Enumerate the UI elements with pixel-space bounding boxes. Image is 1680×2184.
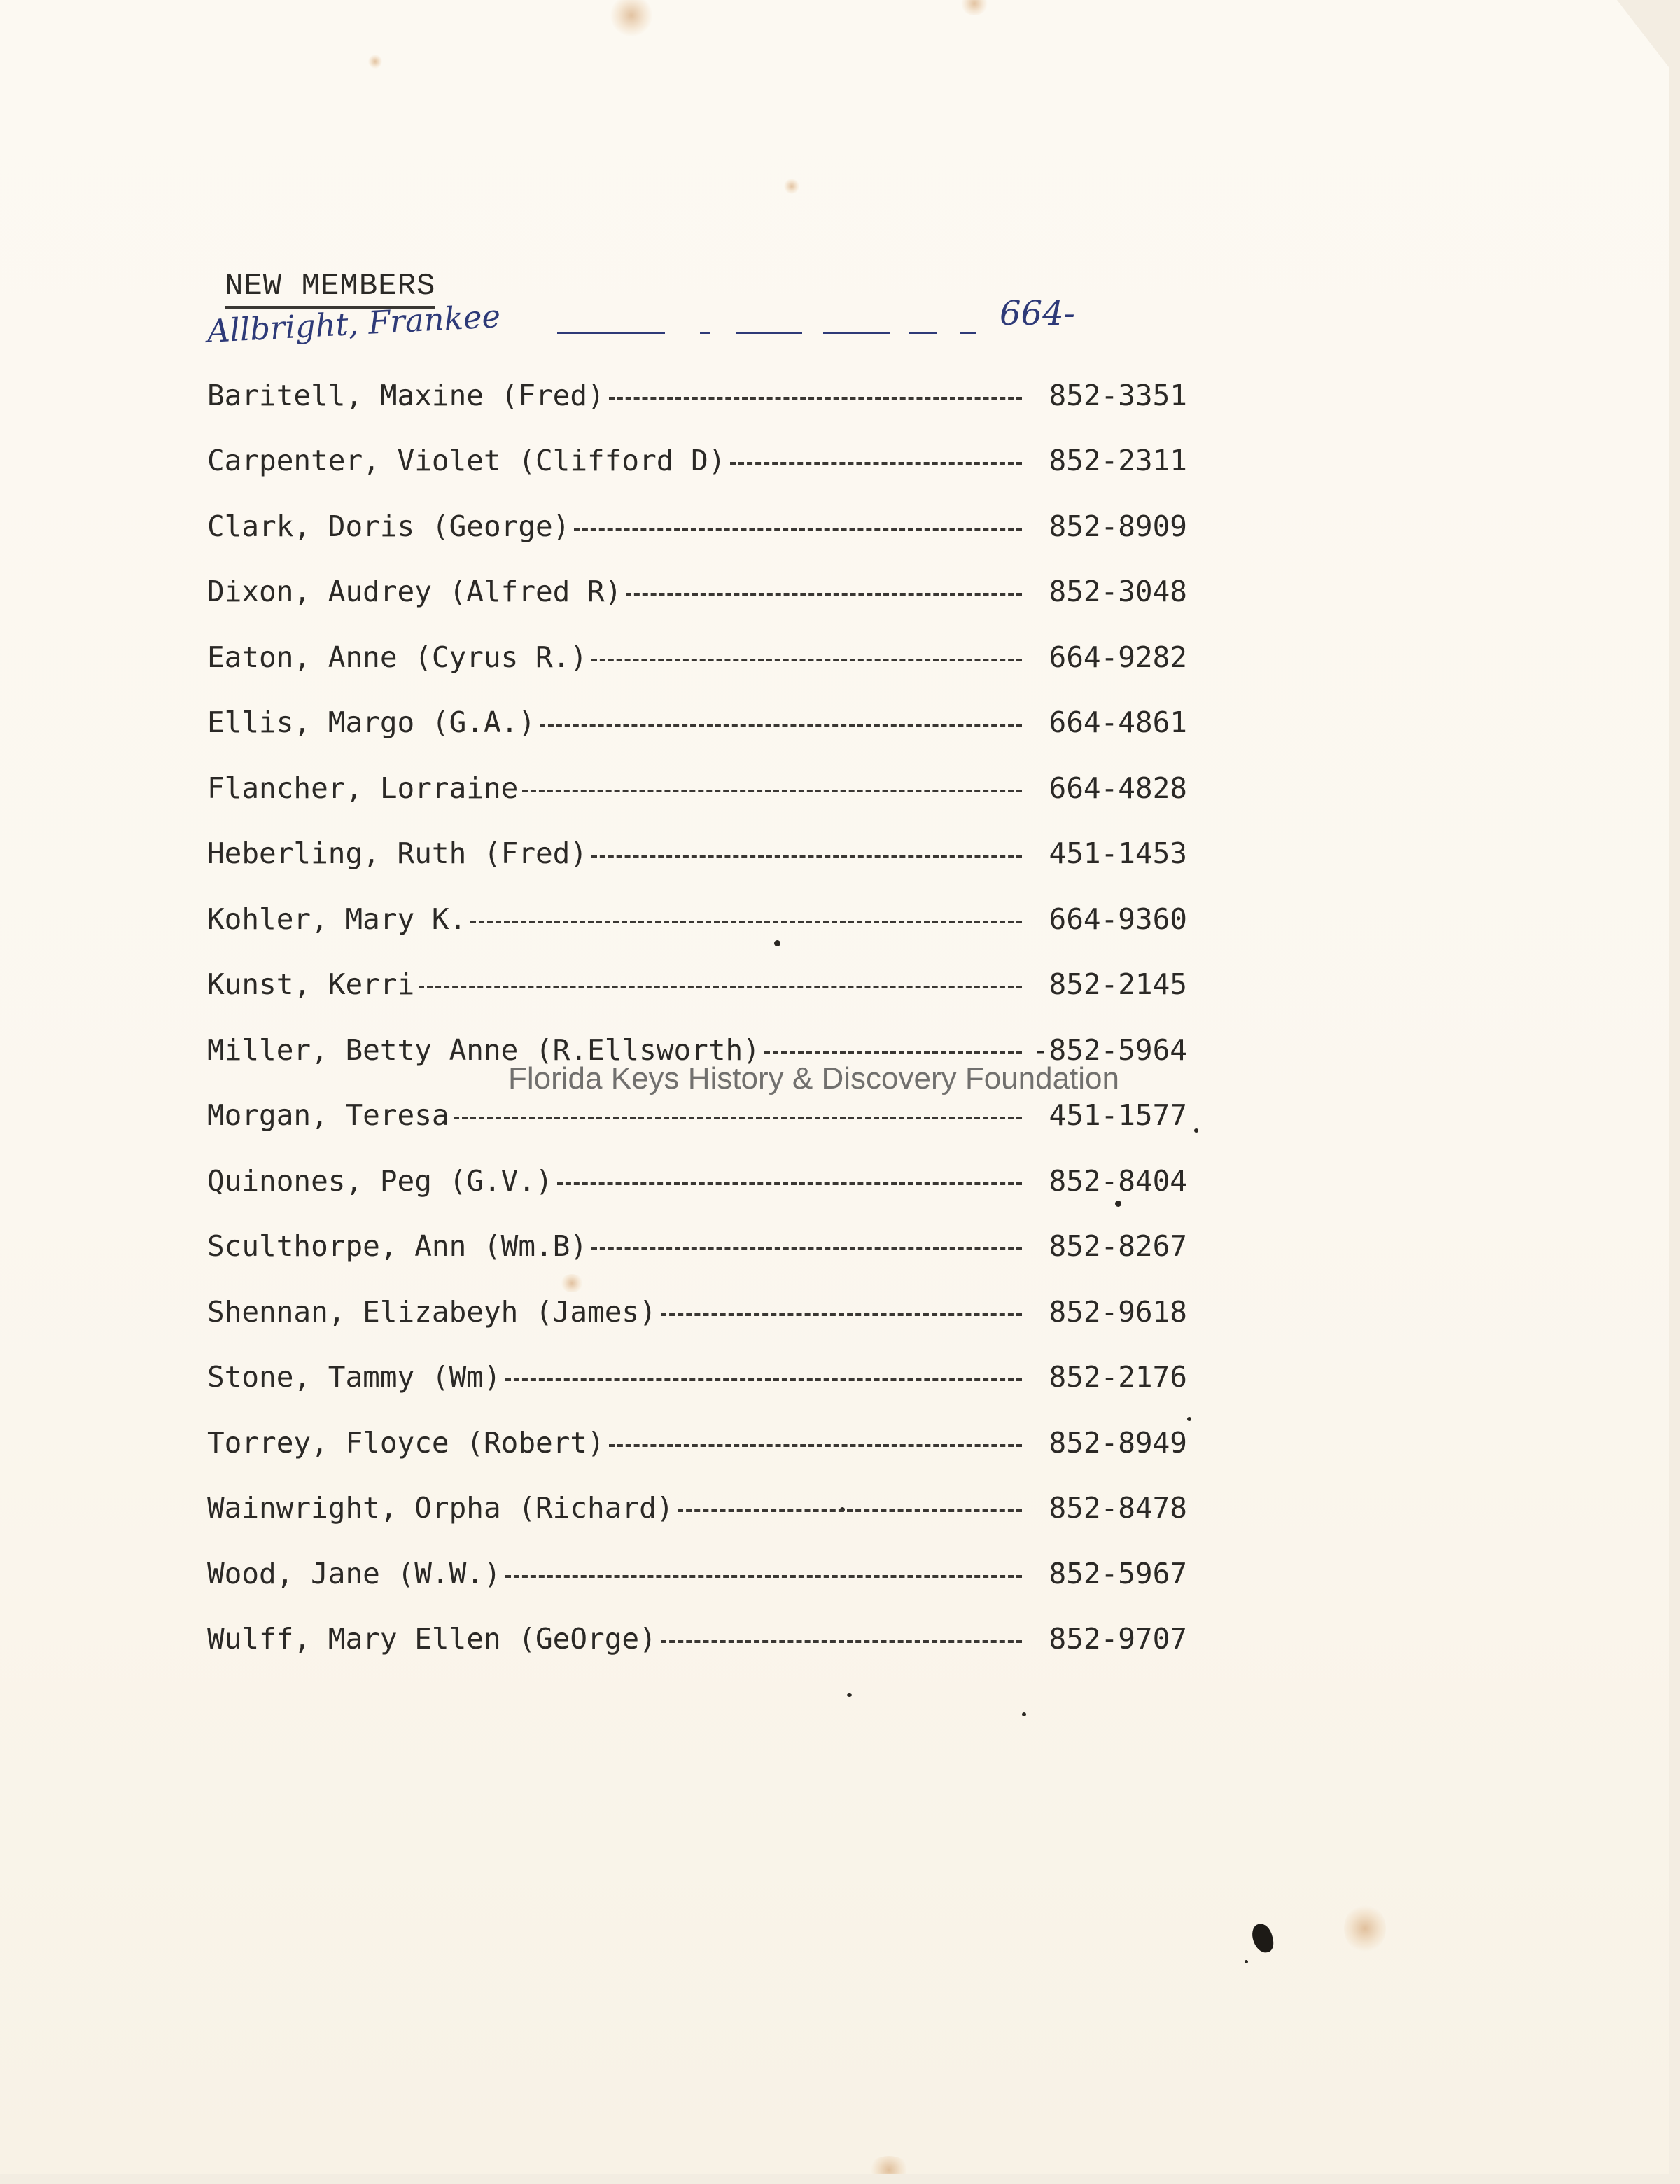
member-phone: 852-2311: [1049, 444, 1187, 478]
stain: [1344, 1904, 1386, 1953]
dot-leader: [574, 528, 1022, 531]
member-row: [207, 952, 1187, 1018]
member-name: Kohler, Mary K.: [207, 902, 467, 936]
handwritten-entry-phone: 664-: [1000, 294, 1075, 333]
member-phone: 664-4828: [1049, 771, 1187, 805]
member-phone: 852-8478: [1049, 1491, 1187, 1525]
ink-speck: [847, 1693, 852, 1697]
dot-leader: [764, 1051, 1022, 1054]
dot-leader: [505, 1378, 1022, 1381]
member-phone: 852-9707: [1049, 1622, 1187, 1656]
dot-leader: [626, 593, 1022, 596]
member-name: Wainwright, Orpha (Richard): [207, 1491, 674, 1525]
ink-blot: [1250, 1922, 1275, 1955]
member-row: [207, 1345, 1187, 1410]
member-phone: 451-1453: [1049, 836, 1187, 871]
ink-speck: [1187, 1417, 1191, 1421]
dot-leader: [592, 1247, 1022, 1250]
dot-leader: [540, 724, 1022, 727]
member-row: [207, 1410, 1187, 1476]
handwritten-entry-name: Allbright, Frankee: [206, 298, 502, 350]
member-phone: 664-9282: [1049, 640, 1187, 674]
member-name: Clark, Doris (George): [207, 509, 570, 543]
member-phone: 852-8909: [1049, 509, 1187, 543]
handwritten-dash: [700, 332, 710, 334]
member-phone: 852-5967: [1049, 1556, 1187, 1590]
member-name: Baritell, Maxine (Fred): [207, 378, 605, 412]
member-name: Ellis, Margo (G.A.): [207, 706, 536, 740]
member-row: [207, 428, 1187, 494]
stain: [368, 55, 382, 69]
member-row: [207, 1279, 1187, 1345]
member-row: [207, 1606, 1187, 1672]
member-name: Flancher, Lorraine: [207, 771, 519, 805]
dot-leader: [609, 1444, 1022, 1447]
member-name: Shennan, Elizabeyh (James): [207, 1294, 657, 1329]
member-name: Dixon, Audrey (Alfred R): [207, 575, 622, 609]
dot-leader: [661, 1313, 1022, 1316]
member-phone: 852-3351: [1049, 378, 1187, 412]
member-row: [207, 1541, 1187, 1606]
member-name: Kunst, Kerri: [207, 967, 415, 1002]
member-phone: 852-3048: [1049, 575, 1187, 609]
member-name: Wulff, Mary Ellen (GeOrge): [207, 1622, 657, 1656]
member-name: Sculthorpe, Ann (Wm.B): [207, 1229, 588, 1264]
member-name: Eaton, Anne (Cyrus R.): [207, 640, 588, 674]
member-phone: 852-9618: [1049, 1294, 1187, 1329]
member-name: Stone, Tammy (Wm): [207, 1360, 501, 1394]
member-phone: 664-4861: [1049, 706, 1187, 740]
member-row: [207, 493, 1187, 559]
dot-leader: [661, 1640, 1022, 1643]
dot-leader: [678, 1509, 1022, 1512]
stain: [960, 0, 988, 15]
member-phone: 451-1577: [1049, 1098, 1187, 1133]
dot-leader: [557, 1182, 1022, 1185]
member-row: [207, 821, 1187, 887]
handwritten-dash: [736, 332, 802, 334]
handwritten-dash: [823, 332, 890, 334]
member-name: Quinones, Peg (G.V.): [207, 1163, 553, 1198]
member-name: Torrey, Floyce (Robert): [207, 1425, 605, 1460]
dot-leader: [419, 986, 1022, 988]
member-phone: 852-8404: [1049, 1163, 1187, 1198]
member-phone: -852-5964: [1031, 1032, 1187, 1067]
member-row: [207, 559, 1187, 625]
handwritten-dash: [960, 332, 976, 334]
ink-speck: [1022, 1712, 1026, 1716]
member-phone: 852-2145: [1049, 967, 1187, 1002]
member-row: [207, 1214, 1187, 1280]
dot-leader: [592, 659, 1022, 662]
member-row: [207, 1148, 1187, 1214]
member-row: [207, 755, 1187, 821]
dot-leader: [730, 462, 1022, 465]
ink-speck: [1245, 1960, 1248, 1963]
ink-speck: [1194, 1128, 1198, 1133]
member-name: Morgan, Teresa: [207, 1098, 449, 1133]
dot-leader: [470, 920, 1022, 923]
dot-leader: [454, 1116, 1022, 1119]
handwritten-dash: [909, 332, 937, 334]
member-phone: 852-8267: [1049, 1229, 1187, 1264]
member-row: [207, 624, 1187, 690]
dot-leader: [609, 397, 1022, 400]
member-phone: 852-8949: [1049, 1425, 1187, 1460]
watermark: Florida Keys History & Discovery Foundation: [508, 1061, 1119, 1096]
member-phone: 664-9360: [1049, 902, 1187, 936]
handwritten-dash: [557, 332, 665, 334]
member-name: Miller, Betty Anne (R.Ellsworth): [207, 1032, 760, 1067]
stain: [784, 178, 799, 194]
member-row: [207, 1476, 1187, 1541]
document-heading: NEW MEMBERS: [225, 268, 435, 309]
dot-leader: [592, 855, 1022, 858]
member-list: [207, 363, 1187, 1672]
stain: [610, 0, 652, 36]
member-row: [207, 363, 1187, 428]
member-phone: 852-2176: [1049, 1360, 1187, 1394]
member-name: Heberling, Ruth (Fred): [207, 836, 588, 871]
member-name: Wood, Jane (W.W.): [207, 1556, 501, 1590]
member-row: [207, 886, 1187, 952]
member-row: [207, 690, 1187, 756]
dot-leader: [505, 1575, 1022, 1578]
dot-leader: [522, 790, 1022, 792]
member-name: Carpenter, Violet (Clifford D): [207, 444, 726, 478]
stain: [868, 2156, 910, 2184]
